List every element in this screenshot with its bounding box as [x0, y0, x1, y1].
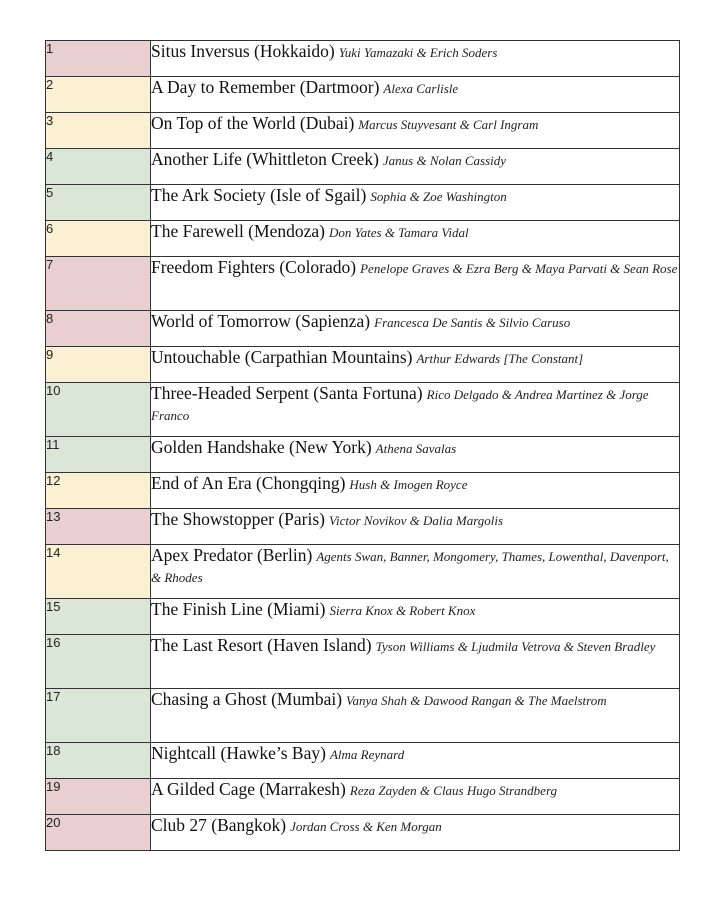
missions-table-body	[46, 41, 680, 851]
mission-name: Freedom Fighters (Colorado)	[151, 257, 357, 277]
mission-name: Apex Predator (Berlin)	[151, 545, 313, 565]
mission-cell	[151, 221, 680, 257]
table-row	[46, 257, 680, 311]
table-row	[46, 437, 680, 473]
mission-name: The Finish Line (Miami)	[151, 599, 326, 619]
mission-name: Situs Inversus (Hokkaido)	[151, 41, 335, 61]
table-row	[46, 509, 680, 545]
row-number: 14	[46, 545, 151, 599]
mission-cast: Vanya Shah & Dawood Rangan & The Maelstrom	[346, 693, 607, 708]
mission-cell	[151, 185, 680, 221]
mission-name: Untouchable (Carpathian Mountains)	[151, 347, 413, 367]
mission-cell	[151, 77, 680, 113]
table-row	[46, 77, 680, 113]
table-row	[46, 113, 680, 149]
mission-name: A Day to Remember (Dartmoor)	[151, 77, 380, 97]
mission-name: Chasing a Ghost (Mumbai)	[151, 689, 343, 709]
row-number: 4	[46, 149, 151, 185]
mission-name: Another Life (Whittleton Creek)	[151, 149, 379, 169]
mission-cast: Penelope Graves & Ezra Berg & Maya Parvati & Sean Rose	[360, 261, 678, 276]
mission-cast: Janus & Nolan Cassidy	[382, 153, 507, 168]
row-number: 19	[46, 779, 151, 815]
table-row	[46, 473, 680, 509]
row-number: 7	[46, 257, 151, 311]
table-row	[46, 779, 680, 815]
table-row	[46, 311, 680, 347]
mission-cast: Francesca De Santis & Silvio Caruso	[374, 315, 571, 330]
mission-name: Nightcall (Hawke’s Bay)	[151, 743, 326, 763]
mission-cell	[151, 509, 680, 545]
mission-cast: Victor Novikov & Dalia Margolis	[329, 513, 504, 528]
mission-cell	[151, 437, 680, 473]
table-row	[46, 383, 680, 437]
row-number: 8	[46, 311, 151, 347]
mission-cell	[151, 257, 680, 311]
mission-cast: Alma Reynard	[329, 747, 405, 762]
row-number: 20	[46, 815, 151, 851]
table-row	[46, 545, 680, 599]
row-number: 13	[46, 509, 151, 545]
mission-cast: Athena Savalas	[375, 441, 457, 456]
mission-cell	[151, 815, 680, 851]
mission-cast: Alexa Carlisle	[383, 81, 459, 96]
mission-cell	[151, 347, 680, 383]
mission-name: The Last Resort (Haven Island)	[151, 635, 372, 655]
table-row	[46, 185, 680, 221]
row-number: 18	[46, 743, 151, 779]
row-number: 5	[46, 185, 151, 221]
mission-cell	[151, 113, 680, 149]
table-row	[46, 689, 680, 743]
row-number: 10	[46, 383, 151, 437]
mission-cast: Agents Swan, Banner, Mongomery, Thames, Lowenthal, Davenport, & Rhodes	[151, 549, 669, 585]
mission-name: The Showstopper (Paris)	[151, 509, 326, 529]
mission-cast: Marcus Stuyvesant & Carl Ingram	[358, 117, 539, 132]
row-number: 11	[46, 437, 151, 473]
mission-cell	[151, 545, 680, 599]
mission-cell	[151, 779, 680, 815]
mission-cell	[151, 473, 680, 509]
mission-cast: Hush & Imogen Royce	[349, 477, 468, 492]
mission-name: The Farewell (Mendoza)	[151, 221, 325, 241]
mission-name: End of An Era (Chongqing)	[151, 473, 346, 493]
mission-cast: Yuki Yamazaki & Erich Soders	[338, 45, 498, 60]
table-row	[46, 149, 680, 185]
mission-cast: Rico Delgado & Andrea Martinez & Jorge Franco	[151, 387, 649, 423]
row-number: 1	[46, 41, 151, 77]
mission-cast: Arthur Edwards [The Constant]	[416, 351, 584, 366]
mission-name: The Ark Society (Isle of Sgail)	[151, 185, 367, 205]
mission-cell	[151, 689, 680, 743]
row-number: 12	[46, 473, 151, 509]
mission-cell	[151, 41, 680, 77]
mission-cell	[151, 599, 680, 635]
mission-name: Three-Headed Serpent (Santa Fortuna)	[151, 383, 423, 403]
mission-name: On Top of the World (Dubai)	[151, 113, 355, 133]
mission-cast: Sophia & Zoe Washington	[370, 189, 507, 204]
row-number: 9	[46, 347, 151, 383]
row-number: 3	[46, 113, 151, 149]
row-number: 2	[46, 77, 151, 113]
row-number: 16	[46, 635, 151, 689]
row-number: 17	[46, 689, 151, 743]
table-row	[46, 599, 680, 635]
table-row	[46, 221, 680, 257]
mission-name: Golden Handshake (New York)	[151, 437, 372, 457]
mission-cell	[151, 149, 680, 185]
missions-table	[45, 40, 680, 851]
mission-name: A Gilded Cage (Marrakesh)	[151, 779, 346, 799]
table-row	[46, 41, 680, 77]
mission-name: Club 27 (Bangkok)	[151, 815, 287, 835]
mission-cell	[151, 635, 680, 689]
mission-name: World of Tomorrow (Sapienza)	[151, 311, 371, 331]
row-number: 15	[46, 599, 151, 635]
mission-cell	[151, 383, 680, 437]
mission-cast: Don Yates & Tamara Vidal	[328, 225, 469, 240]
table-row	[46, 635, 680, 689]
mission-cast: Sierra Knox & Robert Knox	[329, 603, 476, 618]
table-row	[46, 347, 680, 383]
mission-cast: Tyson Williams & Ljudmila Vetrova & Steven Bradley	[375, 639, 656, 654]
table-row	[46, 743, 680, 779]
mission-cell	[151, 743, 680, 779]
mission-cast: Reza Zayden & Claus Hugo Strandberg	[349, 783, 558, 798]
table-row	[46, 815, 680, 851]
mission-cast: Jordan Cross & Ken Morgan	[290, 819, 442, 834]
mission-cell	[151, 311, 680, 347]
row-number: 6	[46, 221, 151, 257]
